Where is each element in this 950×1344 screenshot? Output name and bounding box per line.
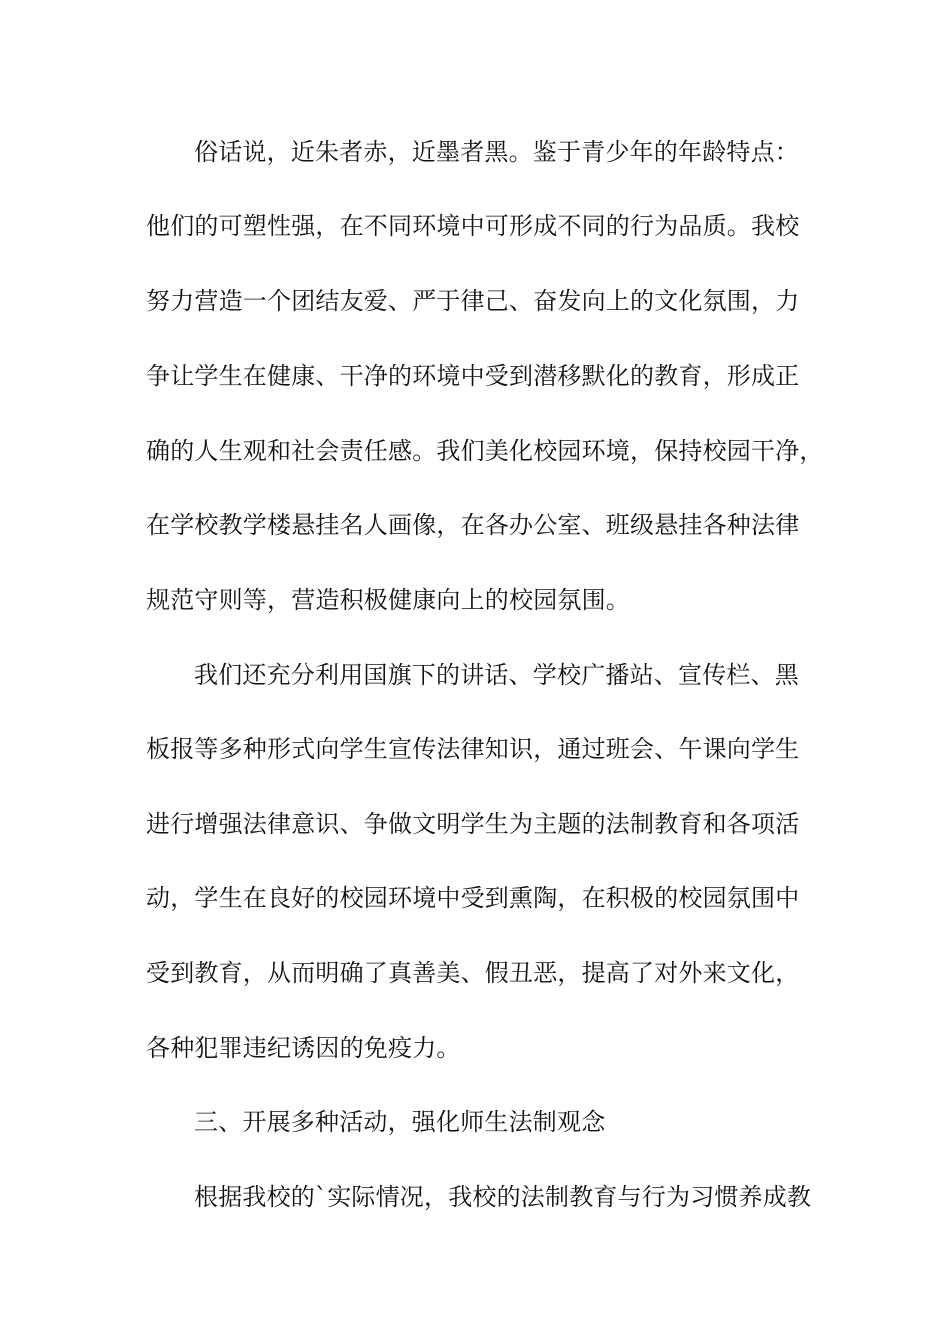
paragraph-1-line-3: 努力营造一个团结友爱、严于律己、奋发向上的文化氛围，力 [146, 287, 800, 315]
paragraph-1-line-4: 争让学生在健康、干净的环境中受到潜移默化的教育，形成正 [146, 362, 800, 390]
paragraph-3-line-1: 根据我校的`实际情况，我校的法制教育与行为习惯养成教 [194, 1183, 812, 1211]
paragraph-2-line-6: 各种犯罪违纪诱因的免疫力。 [146, 1034, 461, 1062]
paragraph-1-line-1: 俗话说，近朱者赤，近墨者黑。鉴于青少年的年龄特点： [194, 138, 799, 166]
paragraph-1-line-6: 在学校教学楼悬挂名人画像，在各办公室、班级悬挂各种法律 [146, 511, 800, 539]
paragraph-1-line-7: 规范守则等，营造积极健康向上的校园氛围。 [146, 586, 630, 614]
section-heading: 三、开展多种活动，强化师生法制观念 [194, 1108, 606, 1136]
paragraph-2-line-4: 动，学生在良好的校园环境中受到熏陶，在积极的校园氛围中 [146, 884, 800, 912]
paragraph-2-line-2: 板报等多种形式向学生宣传法律知识，通过班会、午课向学生 [146, 735, 800, 763]
paragraph-2-line-5: 受到教育，从而明确了真善美、假丑恶，提高了对外来文化， [146, 959, 800, 987]
paragraph-2-line-1: 我们还充分利用国旗下的讲话、学校广播站、宣传栏、黑 [194, 661, 799, 689]
paragraph-1-line-2: 他们的可塑性强，在不同环境中可形成不同的行为品质。我校 [146, 212, 800, 240]
paragraph-2-line-3: 进行增强法律意识、争做文明学生为主题的法制教育和各项活 [146, 810, 800, 838]
paragraph-1-line-5: 确的人生观和社会责任感。我们美化校园环境，保持校园干净， [146, 437, 824, 465]
